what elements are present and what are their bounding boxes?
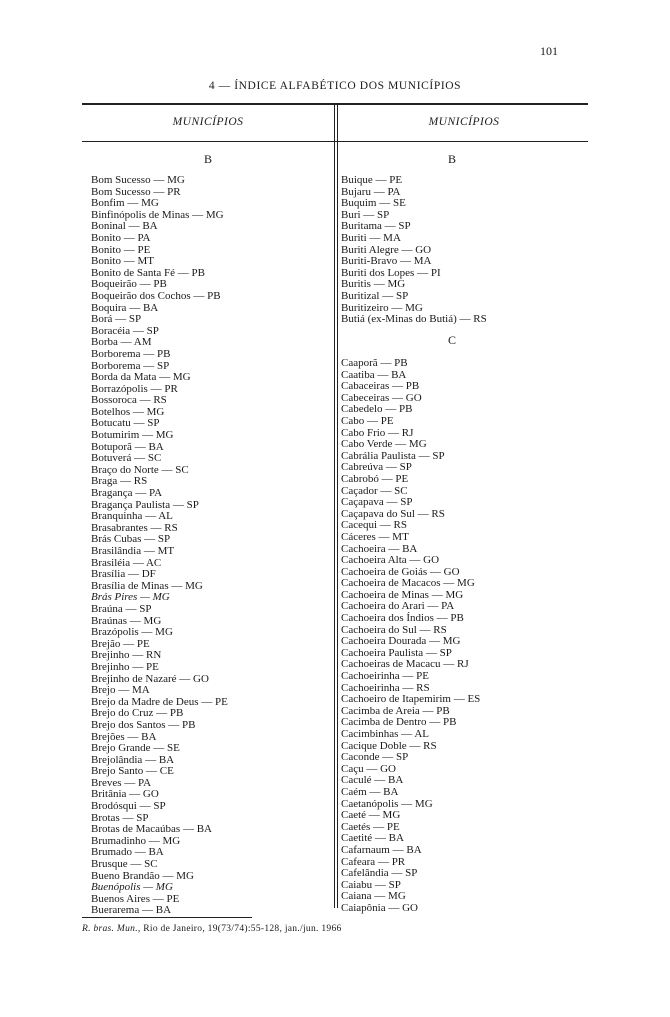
list-item: Cachoeiras de Macacu — RJ [341,658,469,671]
list-item: Brasilândia — MT [91,545,175,557]
column-divider [334,103,338,908]
list-item: Cáceres — MT [341,530,409,543]
list-item: Cachoeira Paulista — SP [341,646,452,659]
list-item: Bonfim — MG [91,197,159,210]
municipality-index-table [82,103,588,917]
list-item: Boquira — BA [91,301,159,314]
list-item: Brejões — BA [91,730,157,743]
list-item: Brodósqui — SP [91,800,166,813]
list-item: Brasília — DF [91,568,156,581]
list-item: Boracéia — SP [91,324,159,337]
list-item: Borda da Mata — MG [91,371,191,384]
list-item: Botuporã — BA [91,440,164,453]
list-item: Cabrália Paulista — SP [341,449,445,462]
list-item: Cabo Frio — RJ [341,426,414,439]
list-item: Cachoeira — BA [341,542,418,555]
list-item: Botuverá — SC [91,452,162,465]
footer-rule [82,917,252,918]
list-item: Boninal — BA [91,220,158,233]
list-item: Brumado — BA [91,846,164,859]
list-item: Braúnas — MG [91,614,162,627]
list-item: Caém — BA [341,785,399,798]
list-item: Cacimbinhas — AL [341,728,429,740]
list-item: Brejolândia — BA [91,753,175,766]
list-item: Breves — PA [91,776,152,789]
list-item: Cacique Doble — RS [341,739,437,752]
list-item: Buritama — SP [341,220,411,233]
list-item: Cabo — PE [341,414,394,427]
list-item: Caaporã — PB [341,357,408,369]
list-item: Bom Sucesso — PR [91,185,181,198]
list-item: Bueno Brandão — MG [91,869,194,882]
list-item: Braga — RS [91,475,148,488]
list-item: Brasabrantes — RS [91,521,178,534]
list-item: Cabrobó — PE [341,472,409,485]
list-item: Bossoroca — RS [91,394,167,407]
left-column-list [91,175,228,917]
list-item: Caçador — SC [341,484,408,497]
list-item: Cachoeiro de Itapemirim — ES [341,693,481,706]
list-item: Bonito — PA [91,231,151,244]
list-item: Cachoeira de Goiás — GO [341,565,460,578]
list-item: Brazópolis — MG [91,626,173,639]
list-item: Cachoeirinha — RS [341,681,430,694]
list-item: Borborema — SP [91,359,170,372]
column-header-right: MUNICÍPIOS [428,116,500,128]
list-item: Brejinho de Nazaré — GO [91,672,209,685]
list-item: Brejão — PE [91,637,150,650]
list-item: Caçapava do Sul — RS [341,507,445,520]
list-item: Botelhos — MG [91,405,165,418]
list-item: Bragança — PA [91,487,163,500]
list-item: Caiana — MG [341,890,406,903]
list-item: Buerarema — BA [91,904,172,917]
list-item: Brejo da Madre de Deus — PE [91,695,228,708]
list-item: Cacimba de Areia — PB [341,704,450,717]
list-item: Brás Pires — MG [91,591,170,604]
list-item: Buique — PE [341,174,403,186]
list-item: Borrazópolis — PR [91,382,178,395]
right-column-list-b [341,175,487,326]
list-item: Brejo dos Santos — PB [91,718,196,731]
column-header-left: MUNICÍPIOS [172,116,244,128]
list-item: Buriti Alegre — GO [341,243,432,256]
section-letter-right-b: B [448,152,457,166]
list-item: Cacequi — RS [341,519,407,532]
list-item: Boqueirão dos Cochos — PB [91,289,221,302]
page-title: 4 — ÍNDICE ALFABÉTICO DOS MUNICÍPIOS [208,80,462,92]
list-item: Buriti — MA [341,231,401,244]
list-item: Brumadinho — MG [91,834,181,847]
list-item: Buritizal — SP [341,289,409,302]
list-item: Buriti dos Lopes — PI [341,266,441,279]
list-item: Brejinho — PE [91,660,159,673]
list-item: Buenos Aires — PE [91,892,180,905]
list-item: Cacimba de Dentro — PB [341,716,457,729]
list-item: Borá — SP [91,313,142,326]
list-item: Borba — AM [91,336,152,349]
list-item: Cabeceiras — GO [341,391,422,404]
list-item: Cafarnaum — BA [341,843,422,856]
list-item: Brotas de Macaúbas — BA [91,823,212,836]
list-item: Caiapônia — GO [341,901,418,914]
list-item: Buritizeiro — MG [341,301,423,314]
list-item: Caconde — SP [341,751,409,764]
list-item: Bonito de Santa Fé — PB [91,266,205,279]
list-item: Botucatu — SP [91,417,160,430]
list-item: Buriti-Bravo — MA [341,255,432,268]
list-item: Braúna — SP [91,602,152,615]
list-item: Brejo Santo — CE [91,765,174,778]
citation-footer [82,924,342,934]
list-item: Cachoeira de Minas — MG [341,588,464,601]
list-item: Brusque — SC [91,858,158,871]
list-item: Caculé — BA [341,774,404,787]
list-item: Caetité — BA [341,832,404,845]
list-item: Binfinópolis de Minas — MG [91,208,224,221]
list-item: Braço do Norte — SC [91,463,189,476]
list-item: Brejo — MA [91,684,150,697]
page-number: 101 [540,44,558,58]
list-item: Caetés — PE [341,820,400,833]
list-item: Caiabu — SP [341,878,401,891]
list-item: Cachoeira do Arari — PA [341,600,455,613]
list-item: Brejo Grande — SE [91,742,180,755]
list-item: Bom Sucesso — MG [91,174,185,186]
list-item: Caçapava — SP [341,496,413,509]
list-item: Bonito — PE [91,243,151,256]
journal-abbrev: R. bras. Mun., [82,924,141,934]
list-item: Brasília de Minas — MG [91,579,203,592]
list-item: Buquim — SE [341,197,406,210]
list-item: Cafeara — PR [341,855,406,868]
list-item: Cabedelo — PB [341,403,413,416]
list-item: Bragança Paulista — SP [91,498,199,511]
list-item: Brotas — SP [91,811,149,824]
list-item: Caatiba — BA [341,368,407,381]
list-item: Buri — SP [341,208,390,221]
list-item: Cachoeirinha — PE [341,670,429,683]
list-item: Cachoeira do Sul — RS [341,623,447,636]
list-item: Cachoeira Alta — GO [341,554,440,567]
list-item: Branquinha — AL [91,510,173,523]
list-item: Cachoeira de Macacos — MG [341,577,475,590]
list-item: Cabaceiras — PB [341,380,420,393]
section-letter-left: B [204,152,213,166]
section-letter-right-c: C [448,333,457,347]
list-item: Caçu — GO [341,762,396,775]
list-item: Boqueirão — PB [91,278,167,291]
right-column-list-c [341,358,480,915]
list-item: Buritis — MG [341,278,406,291]
list-item: Caeté — MG [341,809,401,822]
list-item: Brejo do Cruz — PB [91,707,184,720]
list-item: Brasiléia — AC [91,556,162,569]
list-item: Cachoeira dos Índios — PB [341,612,464,625]
list-item: Caetanópolis — MG [341,797,433,810]
list-item: Cafelândia — SP [341,867,418,880]
list-item: Bonito — MT [91,255,154,268]
list-item: Botumirim — MG [91,429,174,442]
list-item: Butiá (ex-Minas do Butiá) — RS [341,313,487,326]
list-item: Brejinho — RN [91,649,162,662]
list-item: Buenópolis — MG [91,881,173,894]
list-item: Brás Cubas — SP [91,533,171,546]
list-item: Bujaru — PA [341,185,401,198]
list-item: Cabo Verde — MG [341,438,427,451]
citation-details: Rio de Janeiro, 19(73/74):55-128, jan./jun. 1966 [140,924,342,934]
list-item: Cachoeira Dourada — MG [341,635,461,648]
list-item: Cabreúva — SP [341,461,412,474]
list-item: Britânia — GO [91,788,159,801]
list-item: Borborema — PB [91,347,171,360]
